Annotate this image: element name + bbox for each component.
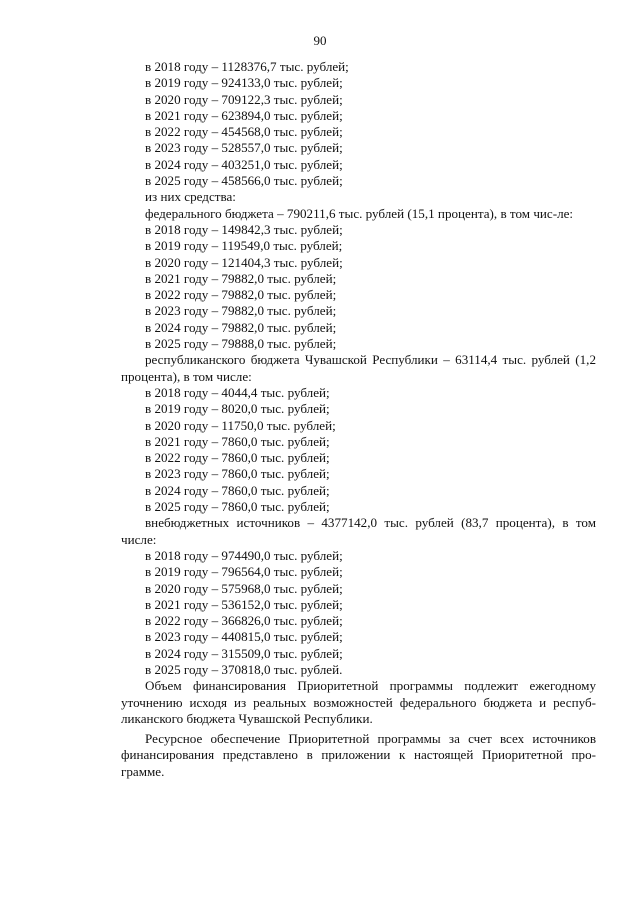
financing-volume-paragraph: Объем финансирования Приоритетной программы подлежит ежегодному уточнению исходя из реальных возможностей федерального бюджета и респуб-ликанского бюджета Чувашской Республики.: [121, 678, 596, 726]
list-item: в 2018 году – 1128376,7 тыс. рублей;: [145, 59, 349, 74]
list-item: в 2019 году – 924133,0 тыс. рублей;: [145, 75, 343, 91]
republican-budget-section: [121, 352, 596, 515]
list-item: в 2019 году – 119549,0 тыс. рублей;: [145, 238, 343, 254]
list-item: в 2022 году – 366826,0 тыс. рублей;: [145, 613, 343, 629]
federal-budget-heading: федерального бюджета – 790211,6 тыс. рублей (15,1 процента), в том чис-ле:: [145, 205, 574, 221]
list-item: в 2025 году – 7860,0 тыс. рублей;: [145, 499, 330, 515]
list-item: в 2021 году – 536152,0 тыс. рублей;: [145, 596, 343, 612]
list-item: в 2020 году – 575968,0 тыс. рублей;: [145, 580, 343, 596]
list-item: в 2019 году – 8020,0 тыс. рублей;: [145, 401, 330, 417]
list-item: в 2020 году – 11750,0 тыс. рублей;: [145, 417, 336, 433]
resource-provision-paragraph: Ресурсное обеспечение Приоритетной программы за счет всех источников финансирования представлено в приложении к настоящей Приоритетной про-грамме.: [121, 731, 596, 779]
total-financing-list: [121, 59, 596, 189]
list-item: в 2023 году – 7860,0 тыс. рублей;: [145, 466, 330, 482]
extrabudgetary-heading: внебюджетных источников – 4377142,0 тыс. рублей (83,7 процента), в том числе:: [121, 515, 596, 547]
list-item: в 2023 году – 440815,0 тыс. рублей;: [145, 629, 343, 645]
list-item: в 2025 году – 79888,0 тыс. рублей;: [145, 336, 337, 352]
federal-budget-section: [121, 206, 596, 353]
list-item: в 2023 году – 528557,0 тыс. рублей;: [145, 140, 343, 156]
list-item: в 2024 году – 315509,0 тыс. рублей;: [145, 645, 343, 661]
list-item: в 2022 году – 454568,0 тыс. рублей;: [145, 124, 343, 140]
list-item: в 2018 году – 974490,0 тыс. рублей;: [145, 547, 343, 563]
list-item: в 2024 году – 403251,0 тыс. рублей;: [145, 156, 343, 172]
list-item: в 2021 году – 623894,0 тыс. рублей;: [145, 107, 343, 123]
list-item: в 2018 году – 149842,3 тыс. рублей;: [145, 221, 343, 237]
list-item: в 2020 году – 121404,3 тыс. рублей;: [145, 254, 343, 270]
list-item: в 2021 году – 79882,0 тыс. рублей;: [145, 270, 337, 286]
page-content: [121, 59, 596, 780]
list-item: в 2022 году – 7860,0 тыс. рублей;: [145, 450, 330, 466]
republican-budget-heading: республиканского бюджета Чувашской Республики – 63114,4 тыс. рублей (1,2 процента), в том числе:: [121, 352, 596, 384]
list-item: в 2024 году – 79882,0 тыс. рублей;: [145, 319, 337, 335]
list-item: в 2020 году – 709122,3 тыс. рублей;: [145, 91, 343, 107]
list-item: в 2022 году – 79882,0 тыс. рублей;: [145, 287, 337, 303]
extrabudgetary-section: [121, 515, 596, 678]
list-item: в 2024 году – 7860,0 тыс. рублей;: [145, 482, 330, 498]
list-item: в 2018 году – 4044,4 тыс. рублей;: [145, 384, 330, 400]
page-number: 90: [313, 33, 327, 48]
list-item: в 2025 году – 458566,0 тыс. рублей;: [145, 173, 343, 189]
list-item: в 2019 году – 796564,0 тыс. рублей;: [145, 564, 343, 580]
of-which-label: из них средства:: [145, 189, 236, 205]
list-item: в 2021 году – 7860,0 тыс. рублей;: [145, 433, 330, 449]
list-item: в 2025 году – 370818,0 тыс. рублей.: [145, 661, 343, 677]
list-item: в 2023 году – 79882,0 тыс. рублей;: [145, 303, 337, 319]
